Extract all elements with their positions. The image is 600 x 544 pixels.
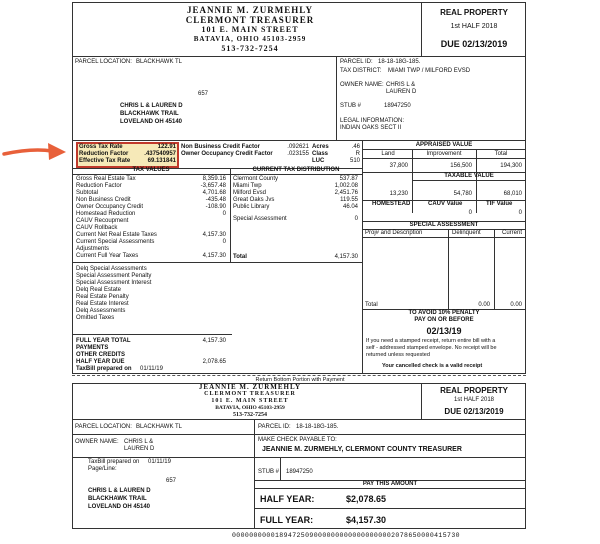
appraised-land: 37,800 (389, 163, 408, 169)
mail-line-1: CHRIS L & LAUREN D (120, 103, 183, 109)
stub-label: STUB # (340, 103, 362, 109)
other-credits-label: OTHER CREDITS (76, 352, 126, 358)
appraised-title: APPRAISED VALUE (415, 142, 473, 148)
stub-location-label: PARCEL LOCATION: (75, 424, 132, 430)
tax-value-amount: 4,157.30 (202, 232, 226, 238)
stub-location: BLACKHAWK TL (136, 424, 183, 430)
luc-label: LUC (312, 158, 325, 164)
delinquent-label: Delq Real Estate (76, 287, 122, 293)
tax-values-title: TAX VALUES (132, 167, 170, 173)
return-note: Return Bottom Portion with Payment (255, 377, 345, 383)
taxable-total: 68,010 (503, 191, 522, 197)
payable-to: JEANNIE M. ZURMEHLY, CLERMONT COUNTY TREASURER (262, 446, 462, 453)
stub-mail-1: CHRIS L & LAUREN D (88, 488, 151, 494)
nonbiz-credit: .092621 (287, 144, 309, 150)
gross-rate: 122.91 (157, 144, 176, 150)
tif-value: 0 (518, 210, 522, 216)
office-name: CLERMONT TREASURER (185, 15, 315, 25)
delinquent-label: Real Estate Interest (76, 301, 129, 307)
parcel-id-label: PARCEL ID: (340, 59, 373, 65)
tax-value-amount: 4,157.30 (202, 253, 226, 259)
penalty-note-2: self - addressed stamped envelope. No receipt will be (366, 345, 497, 351)
tax-district: MIAMI TWP / MILFORD EVSD (388, 68, 471, 74)
parcel-location: BLACKHAWK TL (136, 59, 183, 65)
owner-name-label: OWNER NAME: (340, 82, 384, 88)
office-phone: 513-732-7254 (221, 44, 279, 53)
stub-parcel-label: PARCEL ID: (258, 424, 291, 430)
tax-value-label: Current Special Assessments (76, 239, 155, 245)
full-year-label: FULL YEAR TOTAL (76, 338, 131, 344)
penalty-date: 02/13/19 (426, 326, 462, 336)
half-due-label: HALF YEAR DUE (76, 359, 125, 365)
tax-value-amount: -108.90 (205, 204, 226, 210)
special-assessment-dist: 0 (354, 216, 358, 222)
acres: .46 (351, 144, 360, 150)
tax-value-amount: 4,701.68 (202, 190, 226, 196)
stub-phone: 513-732-7254 (233, 412, 267, 418)
mail-line-2: BLACKHAWK TRAIL (120, 111, 179, 117)
class: R (355, 151, 360, 157)
nonbiz-credit-label: Non Business Credit Factor (181, 144, 261, 150)
stub-street: 101 E. MAIN STREET (211, 398, 289, 404)
sa-delinquent-header: Delinquent (452, 230, 481, 236)
tax-value-label: Owner Occupancy Credit (76, 204, 144, 210)
distribution-amount: 46.04 (342, 204, 358, 210)
tax-district-label: TAX DISTRICT: (340, 68, 382, 74)
class-label: Class (312, 151, 329, 157)
full-year-amount: $4,157.30 (346, 515, 387, 525)
pay-title: PAY THIS AMOUNT (362, 481, 418, 487)
sa-delinquent-total: 0.00 (478, 302, 490, 308)
owner-line-2: LAUREN D (386, 89, 417, 95)
tax-value-amount: 8,359.16 (202, 176, 226, 182)
penalty-note-1: If you need a stamped receipt, return entire bill with a (366, 338, 496, 344)
half-due: 2,078.65 (202, 359, 226, 365)
payments-label: PAYMENTS (76, 345, 109, 351)
special-assessment-title: SPECIAL ASSESSMENT (409, 222, 479, 228)
stub-number: 18947250 (384, 103, 411, 109)
stub-page-label: Page/Line: (88, 466, 117, 472)
office-city: BATAVIA, OHIO 45103-2959 (193, 35, 307, 43)
distribution-label: Great Oaks Jvs (233, 197, 275, 203)
effective-rate: 69.131841 (147, 158, 176, 164)
cauv-value: 0 (468, 210, 472, 216)
delinquent-label: Special Assessment Penalty (76, 273, 152, 279)
luc: 510 (349, 158, 360, 164)
due-date: DUE 02/13/2019 (440, 39, 508, 49)
tax-value-label: Gross Real Estate Tax (76, 176, 136, 182)
tax-value-label: Subtotal (76, 190, 99, 196)
mail-line-3: LOVELAND OH 45140 (120, 119, 183, 125)
full-year-stub-label: FULL YEAR: (260, 515, 314, 525)
distribution-title: CURRENT TAX DISTRIBUTION (252, 167, 340, 173)
distribution-label: Public Library (233, 204, 270, 210)
stub-owner-label: OWNER NAME: (75, 439, 119, 445)
mail-code: 657 (198, 91, 209, 97)
delinquent-label: Omitted Taxes (76, 315, 115, 321)
tif-label: TIF Value (486, 201, 513, 207)
tax-value-label: Homestead Reduction (76, 211, 136, 217)
stub-doc-type: REAL PROPERTY (440, 386, 508, 395)
full-year-total: 4,157.30 (202, 338, 226, 344)
parcel-id: 18-18-18G-185. (378, 59, 421, 65)
sa-proj-header: Proj# and Description (365, 230, 423, 236)
special-assessment-dist-label: Special Assessment (233, 216, 287, 222)
stub-office: CLERMONT TREASURER (204, 391, 296, 397)
tax-value-label: Reduction Factor (76, 183, 122, 189)
distribution-total: 4,157.30 (334, 254, 358, 260)
effective-rate-label: Effective Tax Rate (79, 158, 131, 164)
penalty-note-3: returned unless requested (366, 352, 430, 358)
reduction-factor-label: Reduction Factor (79, 151, 129, 157)
legal-info: INDIAN OAKS SECT II (340, 125, 402, 131)
tax-value-label: Current Net Real Estate Taxes (76, 232, 157, 238)
stub-city: BATAVIA, OHIO 45103-2959 (215, 405, 285, 411)
owner-occ-label: Owner Occupancy Credit Factor (181, 151, 273, 157)
homestead-label: HOMESTEAD (372, 201, 411, 207)
penalty-title: TO AVOID 10% PENALTY (408, 310, 480, 316)
billing-half: 1st HALF 2018 (450, 23, 498, 30)
payable-label: MAKE CHECK PAYABLE TO: (258, 437, 337, 443)
sa-current-header: Current (502, 230, 523, 236)
stub-mail-3: LOVELAND OH 45140 (88, 504, 151, 510)
parcel-location-label: PARCEL LOCATION: (75, 59, 132, 65)
pointer-arrow-icon (2, 138, 68, 166)
stub-owner-line-2: LAUREN D (124, 446, 155, 452)
gross-rate-label: Gross Tax Rate (79, 144, 123, 150)
appraised-land-header: Land (381, 151, 395, 157)
acres-label: Acres (312, 144, 329, 150)
distribution-total-label: Total (233, 254, 247, 260)
tax-value-label: Non Business Credit (76, 197, 131, 203)
appraised-improvement-header: Improvement (426, 151, 462, 157)
cauv-label: CAUV Value (428, 201, 463, 207)
distribution-amount: 1,002.08 (334, 183, 358, 189)
prepared-label: TaxBill prepared on (76, 366, 132, 372)
taxable-land: 13,230 (389, 191, 408, 197)
reduction-factor: .437540957 (144, 151, 176, 157)
stub-prepared: 01/11/19 (148, 459, 171, 465)
stub-due: DUE 02/13/2019 (444, 407, 504, 416)
delinquent-label: Real Estate Penalty (76, 294, 129, 300)
stub-treasurer-name: JEANNIE M. ZURMEHLY (198, 383, 302, 391)
owner-occ: .023155 (287, 151, 309, 157)
distribution-label: Clermont County (233, 176, 279, 182)
stub-owner-line-1: CHRIS L & (124, 439, 154, 445)
tax-value-amount: 0 (222, 239, 226, 245)
delinquent-label: Delq Special Assessments (76, 266, 147, 272)
tax-value-label: Current Full Year Taxes (76, 253, 139, 259)
appraised-total: 194,300 (500, 163, 522, 169)
tax-value-amount: -3,657.48 (200, 183, 226, 189)
half-year-amount: $2,078.65 (346, 494, 387, 504)
penalty-subtitle: PAY ON OR BEFORE (414, 317, 474, 323)
tax-value-label: Adjustments (76, 246, 110, 252)
stub-prepared-label: TaxBill prepared on (88, 459, 140, 465)
sa-current-total: 0.00 (510, 302, 522, 308)
stub-stub-label: STUB # (258, 469, 280, 475)
taxable-improvement: 54,780 (453, 191, 472, 197)
tax-value-amount: -435.48 (205, 197, 226, 203)
tax-value-label: CAUV Rollback (76, 225, 118, 231)
distribution-amount: 119.55 (340, 197, 358, 203)
stub-stub-number: 18947250 (286, 469, 313, 475)
tax-value-label: CAUV Recoupment (76, 218, 129, 224)
doc-type: REAL PROPERTY (440, 8, 508, 17)
distribution-label: Milford Evsd (233, 190, 267, 196)
stub-mail-2: BLACKHAWK TRAIL (88, 496, 147, 502)
scanline: 00000000001894725090000000000000000002078650000415730 (232, 532, 460, 539)
half-year-label: HALF YEAR: (260, 494, 315, 504)
taxable-title: TAXABLE VALUE (444, 173, 494, 179)
appraised-total-header: Total (494, 151, 508, 157)
stub-code: 657 (166, 478, 177, 484)
office-street: 101 E. MAIN STREET (201, 25, 299, 34)
legal-label: LEGAL INFORMATION: (340, 118, 405, 124)
owner-line-1: CHRIS L & (386, 82, 416, 88)
prepared-date: 01/11/19 (140, 366, 163, 372)
stub-half: 1st HALF 2018 (453, 397, 495, 403)
distribution-label: Miami Twp (233, 183, 262, 189)
appraised-improvement: 156,500 (450, 163, 472, 169)
distribution-amount: 2,451.76 (334, 190, 358, 196)
delinquent-label: Delq Assessments (76, 308, 126, 314)
treasurer-name: JEANNIE M. ZURMEHLY (187, 5, 313, 15)
distribution-amount: 537.87 (339, 176, 358, 182)
stub-parcel-id: 18-18-18G-185. (296, 424, 339, 430)
delinquent-label: Special Assessment Interest (76, 280, 152, 286)
receipt-note: Your cancelled check is a valid receipt (382, 363, 483, 369)
sa-total-label: Total (365, 302, 378, 308)
tax-value-amount: 0 (222, 211, 226, 217)
